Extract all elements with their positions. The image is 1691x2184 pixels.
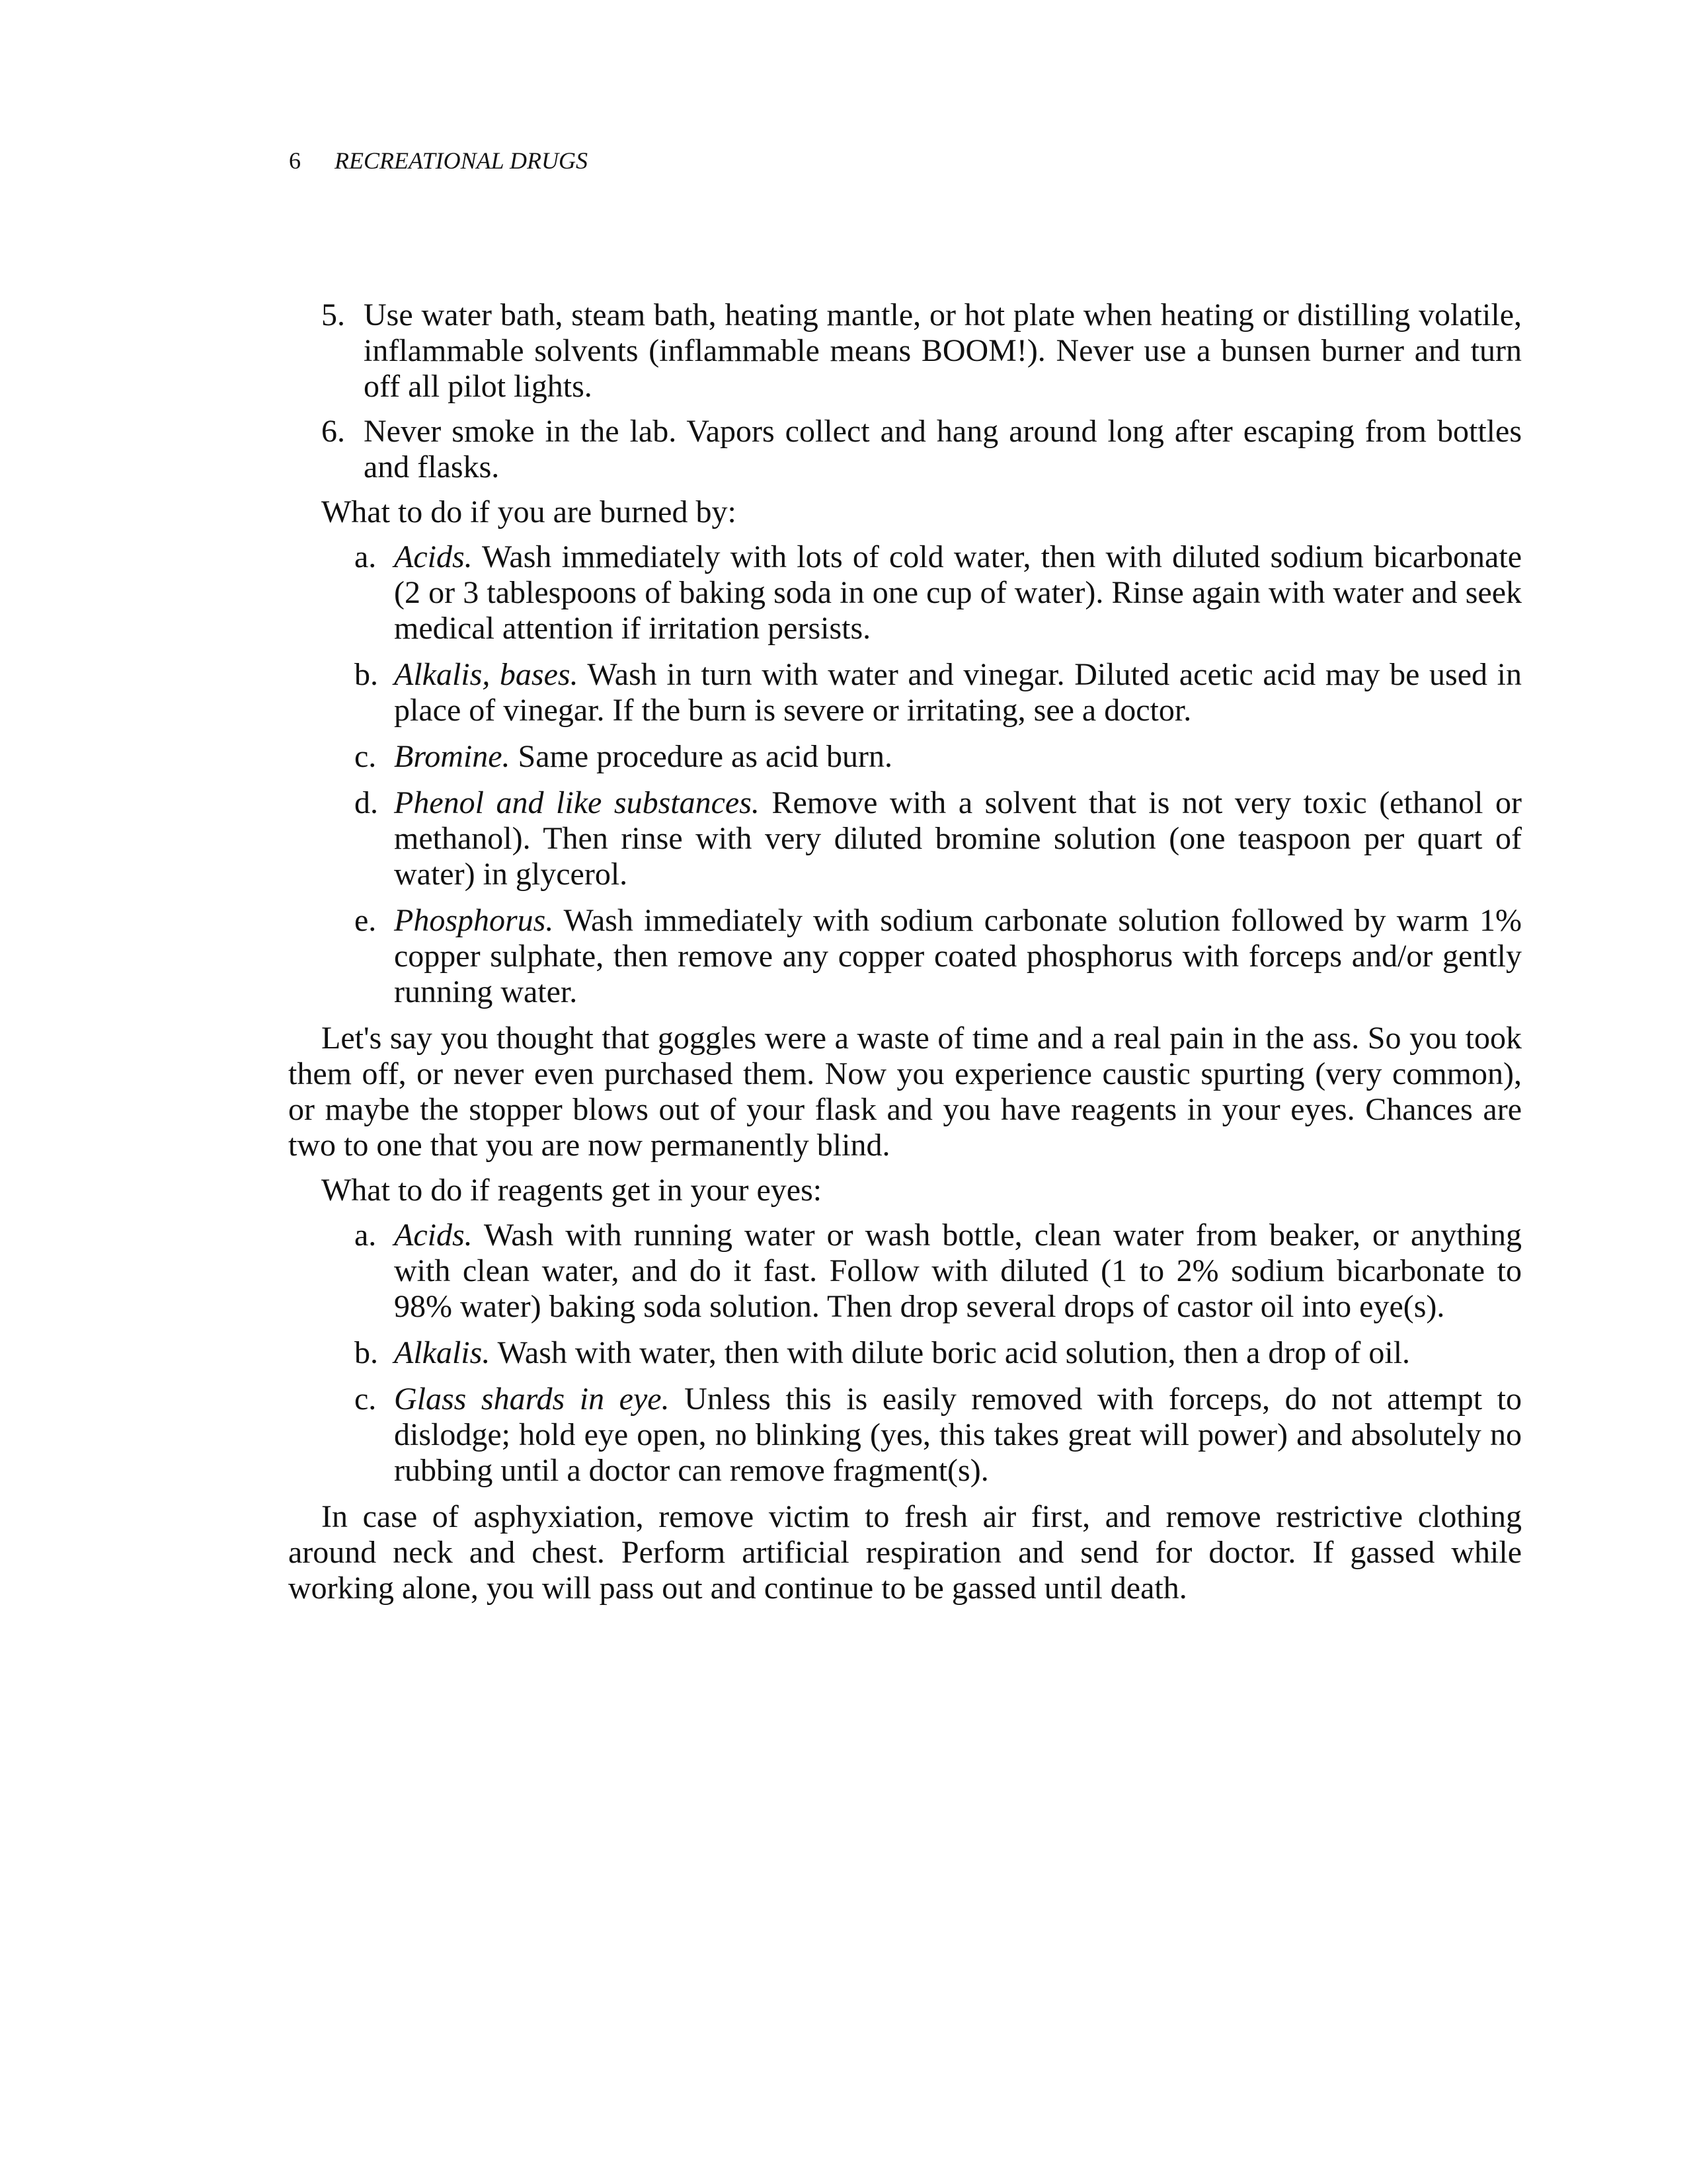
numbered-item-6: [288, 414, 1522, 485]
page-number: 6: [289, 147, 301, 174]
asphyxiation-paragraph: In case of asphyxiation, remove victim to fresh air first, and remove restrictive clothing around neck and chest. Perform artificial respiration and send for doctor. If gassed while working alone, you will pass out and continue to be gassed until death.: [288, 1499, 1522, 1606]
eye-item-acids: [288, 1218, 1522, 1325]
eyes-lead: What to do if reagents get in your eyes:: [321, 1173, 822, 1208]
burns-lead: What to do if you are burned by:: [321, 494, 736, 529]
item-letter: b.: [354, 657, 378, 692]
item-number: 5.: [321, 297, 345, 332]
eye-item-alkalis: [288, 1335, 1522, 1371]
item-letter: a.: [354, 539, 377, 574]
eye-item-glass-shards: [288, 1382, 1522, 1489]
goggles-paragraph: Let's say you thought that goggles were a waste of time and a real pain in the ass. So you took them off, or never even purchased them. Now you experience caustic spurting (very common), or maybe the stopper blows out of your flask and you have reagents in your eyes. Chances are two to one that you are now permanently blind.: [288, 1021, 1522, 1163]
item-text: Never smoke in the lab. Vapors collect and hang around long after escaping from bottles and flasks.: [364, 414, 1522, 485]
item-term: Acids.: [394, 1218, 473, 1253]
item-letter: e.: [354, 903, 377, 938]
item-letter: d.: [354, 785, 378, 820]
page-body: [288, 297, 1522, 1616]
item-term: Bromine.: [394, 739, 510, 774]
item-text: Wash immediately with lots of cold water, then with diluted sodium bicarbonate (2 or 3 tablespoons of baking soda in one cup of water). Rinse again with water and seek medical attention if irritation persists.: [394, 539, 1522, 646]
item-text: Wash with water, then with dilute boric acid solution, then a drop of oil.: [497, 1335, 1411, 1370]
running-title: RECREATIONAL DRUGS: [334, 147, 588, 174]
item-text: Wash immediately with sodium carbonate solution followed by warm 1% copper sulphate, then remove any copper coated phosphorus with forceps and/or gently running water.: [394, 903, 1522, 1009]
item-text: Unless this is easily removed with forceps, do not attempt to dislodge; hold eye open, no blinking (yes, this takes great will power) and absolutely no rubbing until a doctor can remove fragment(s).: [394, 1382, 1522, 1488]
burn-item-acids: [288, 539, 1522, 646]
burn-item-alkalis: [288, 657, 1522, 728]
burns-list: [288, 539, 1522, 1010]
item-term: Phenol and like substances.: [394, 785, 760, 820]
item-letter: b.: [354, 1335, 378, 1370]
burn-item-phenol: [288, 785, 1522, 892]
item-term: Glass shards in eye.: [394, 1382, 670, 1417]
item-text: Wash in turn with water and vinegar. Diluted acetic acid may be used in place of vinegar. If the burn is severe or irritating, see a doctor.: [394, 657, 1522, 728]
item-term: Phosphorus.: [394, 903, 554, 938]
item-term: Alkalis.: [394, 1335, 491, 1370]
burn-item-phosphorus: [288, 903, 1522, 1010]
item-text: Wash with running water or wash bottle, clean water from beaker, or anything with clean water, and do it fast. Follow with diluted (1 to 2% sodium bicarbonate to 98% water) baking soda solution. Then drop several drops of castor oil into eye(s).: [394, 1218, 1522, 1324]
item-letter: c.: [354, 739, 377, 774]
burn-item-bromine: [288, 739, 1522, 775]
item-text: Use water bath, steam bath, heating mantle, or hot plate when heating or distilling volatile, inflammable solvents (inflammable means BOOM!). Never use a bunsen burner and turn off all pilot lights.: [364, 297, 1522, 404]
item-text: Remove with a solvent that is not very toxic (ethanol or methanol). Then rinse with very diluted bromine solution (one teaspoon per quart of water) in glycerol.: [394, 785, 1522, 892]
eyes-list: [288, 1218, 1522, 1489]
item-text: Same procedure as acid burn.: [518, 739, 892, 774]
item-letter: a.: [354, 1218, 377, 1253]
item-term: Alkalis, bases.: [394, 657, 578, 692]
item-term: Acids.: [394, 539, 473, 574]
numbered-item-5: [288, 297, 1522, 405]
item-number: 6.: [321, 414, 345, 449]
item-letter: c.: [354, 1382, 377, 1417]
page-header: [289, 147, 588, 175]
